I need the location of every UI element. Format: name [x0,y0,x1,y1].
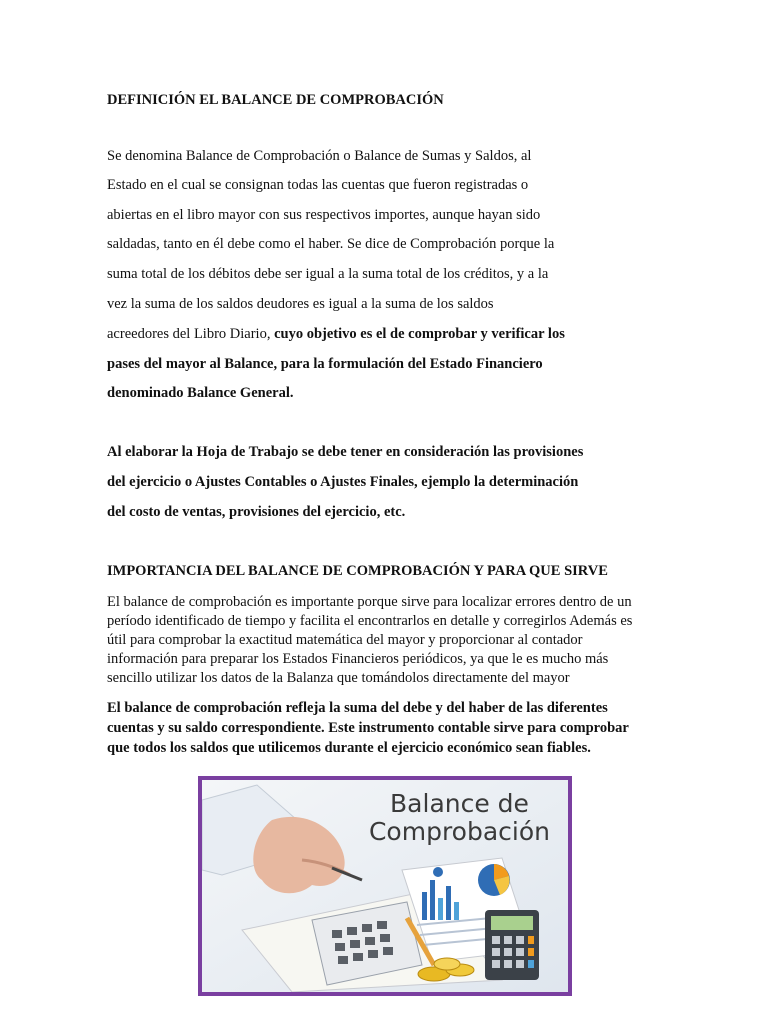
reflects-line-1: El balance de comprobación refleja la suma del debe y del haber de las diferentes [107,700,608,716]
importance-line-2: período identificado de tiempo y facilita el encontrarlos en detalle y corregirlos Además es [107,613,633,629]
illustration-title-line-2: Comprobación [368,817,550,846]
definition-line-3: abiertas en el libro mayor con sus respectivos importes, aunque hayan sido [107,207,541,223]
importance-line-5: sencillo utilizar los datos de la Balanza que tomándolos directamente del mayor [107,670,570,686]
importance-line-3: útil para comprobar la exactitud matemática del mayor y proporcionar al contador [107,632,583,648]
worksheet-line-1: Al elaborar la Hoja de Trabajo se debe tener en consideración las provisiones [107,444,584,460]
importance-heading: IMPORTANCIA DEL BALANCE DE COMPROBACIÓN Y PARA QUE SIRVE [107,563,608,579]
balance-illustration [198,776,572,996]
reflects-line-2: cuentas y su saldo correspondiente. Este instrumento contable sirve para comprobar [107,720,629,736]
definition-line-2: Estado en el cual se consignan todas las cuentas que fueron registradas o [107,177,529,193]
definition-line-5: suma total de los débitos debe ser igual a la suma total de los créditos, y a la [107,266,549,282]
worksheet-line-3: del costo de ventas, provisiones del ejercicio, etc. [107,504,406,520]
definition-line-8: pases del mayor al Balance, para la formulación del Estado Financiero [107,356,543,372]
pie-chart-icon [478,864,510,896]
definition-line-7-normal: acreedores del Libro Diario, [107,326,275,342]
calculator-icon [485,910,539,980]
illustration-title [369,790,550,846]
definition-line-7-bold: cuyo objetivo es el de comprobar y verificar los [274,326,565,342]
definition-line-6: vez la suma de los saldos deudores es igual a la suma de los saldos [107,296,494,312]
definition-line-9: denominado Balance General. [107,385,294,401]
definition-line-1: Se denomina Balance de Comprobación o Balance de Sumas y Saldos, al [107,148,532,164]
illustration-title-line-1: Balance de [390,789,529,818]
reflects-line-3: que todos los saldos que utilicemos durante el ejercicio económico sean fiables. [107,740,591,756]
worksheet-line-2: del ejercicio o Ajustes Contables o Ajustes Finales, ejemplo la determinación [107,474,579,490]
definition-line-7 [107,326,565,343]
definition-line-4: saldadas, tanto en él debe como el haber. Se dice de Comprobación porque la [107,236,555,252]
importance-line-1: El balance de comprobación es importante porque sirve para localizar errores dentro de un [107,594,632,610]
importance-line-4: información para preparar los Estados Financieros periódicos, ya que le es mucho más [107,651,609,667]
definition-heading: DEFINICIÓN EL BALANCE DE COMPROBACIÓN [107,92,444,108]
